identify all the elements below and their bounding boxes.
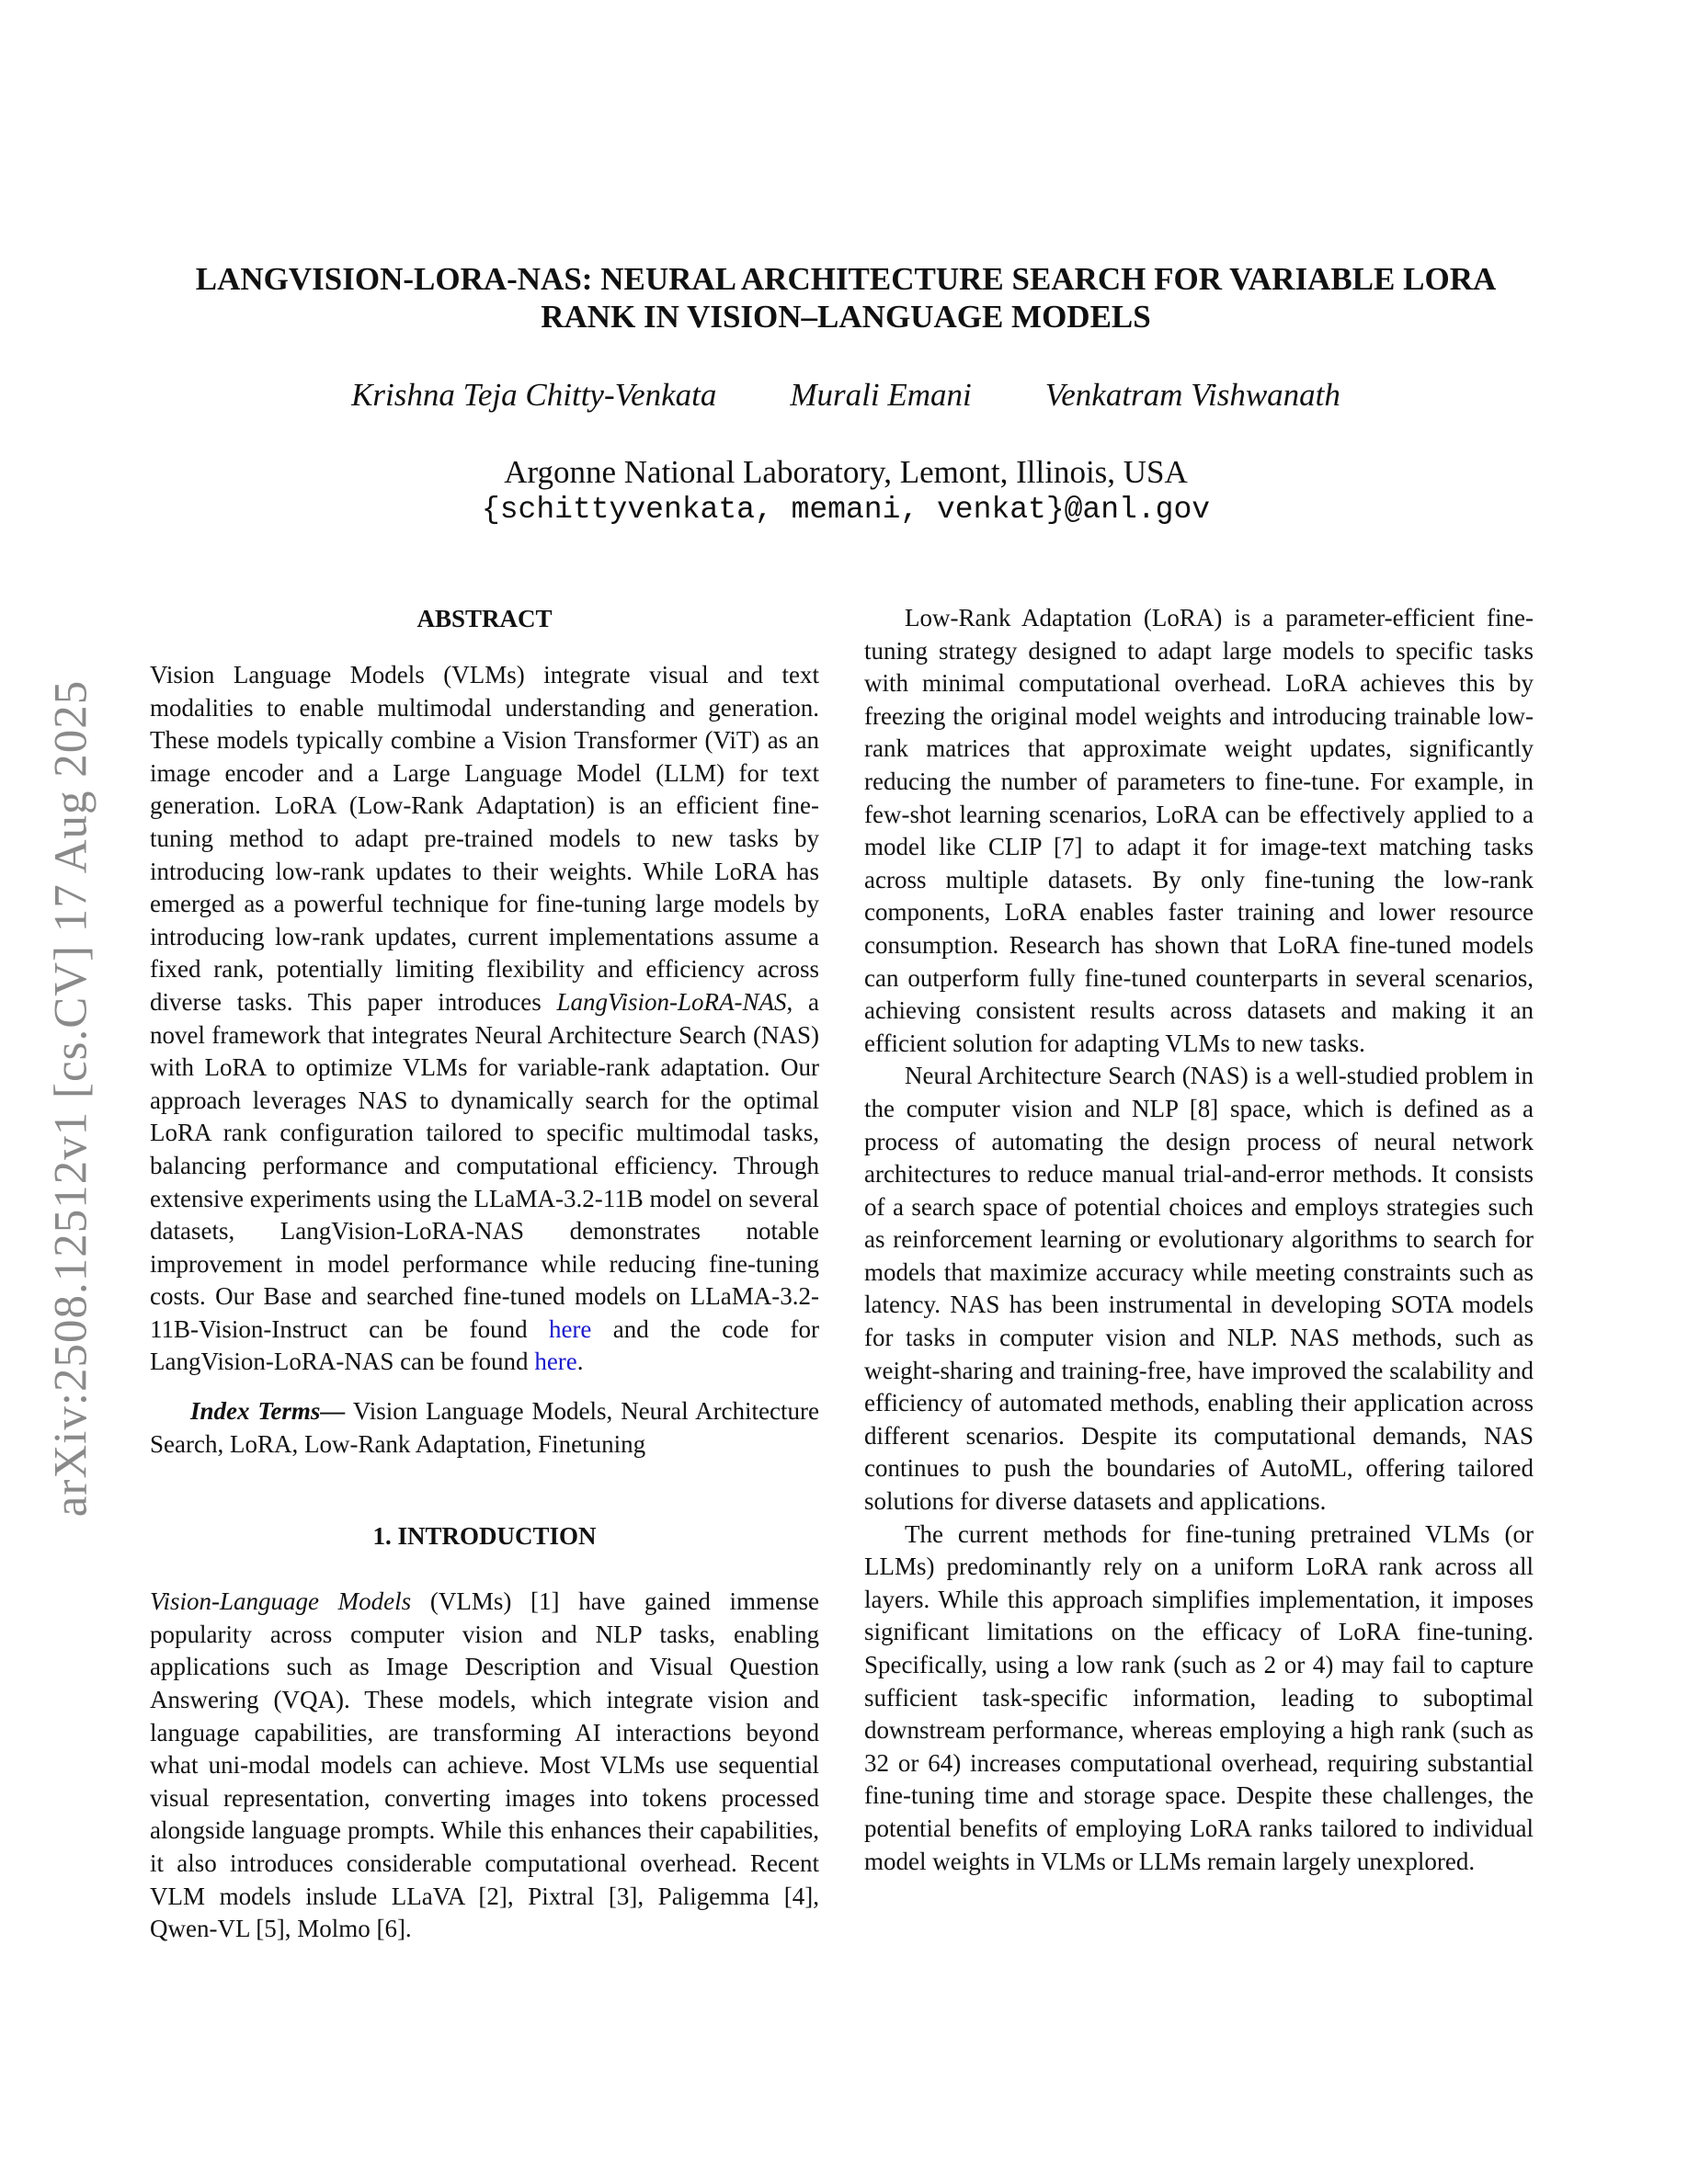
- arxiv-sidebar: [44, 597, 97, 1599]
- abstract-text: , a novel framework that integrates Neural Architecture Search (NAS) with LoRA to optimize VLMs for variable-rank adaptation. Our approach leverages NAS to dynamically search for the optimal LoRA rank configuration tailored to specific multimodal tasks, balancing performance and computational efficiency. Through extensive experiments using the LLaMA-3.2-11B model on several datasets, LangVision-LoRA-NAS demonstrates notable improvement in model performance while reducing fine-tuning costs. Our Base and searched fine-tuned models on LLaMA-3.2-11B-Vision-Instruct can be found: [150, 987, 819, 1343]
- intro-text: (VLMs) [1] have gained immense popularity across computer vision and NLP tasks, enabling applications such as Image Description and Visual Question Answering (VQA). These models, which integrate vision and language capabilities, are transforming AI interactions beyond what uni-modal models can achieve. Most VLMs use sequential visual representation, converting images into tokens processed alongside language prompts. While this enhances their capabilities, it also introduces considerable computational overhead. Recent VLM models inslude LLaVA [2], Pixtral [3], Paligemma [4], Qwen-VL [5], Molmo [6].: [150, 1587, 819, 1943]
- arxiv-identifier: arXiv:2508.12512v1 [cs.CV] 17 Aug 2025: [45, 679, 97, 1518]
- index-terms-text: Vision Language Models, Neural Architecture Search, LoRA, Low-Rank Adaptation, Finetuning: [150, 1397, 819, 1458]
- abstract-paragraph: [150, 659, 819, 1379]
- models-link[interactable]: here: [548, 1314, 592, 1343]
- vlm-term: Vision-Language Models: [150, 1587, 412, 1616]
- intro-paragraph-3: Neural Architecture Search (NAS) is a well-studied problem in the computer vision and NLP [8] space, which is defined as a process of automating the design process of neural network architectures to reduce manual trial-and-error methods. It consists of a search space of potential choices and employs strategies such as reinforcement learning or evolutionary algorithms to search for models that maximize accuracy while meeting constraints such as latency. NAS has been instrumental in developing SOTA models for tasks in computer vision and NLP. NAS methods, such as weight-sharing and training-free, have improved the scalability and efficiency of automated methods, enabling their application across different scenarios. Despite its computational demands, NAS continues to push the boundaries of AutoML, offering tailored solutions for diverse datasets and applications.: [864, 1062, 1534, 1516]
- intro-paragraph-1: [150, 1586, 819, 1946]
- author-name: Krishna Teja Chitty-Venkata: [351, 377, 717, 413]
- author-name: Venkatram Vishwanath: [1044, 377, 1340, 413]
- abstract-text: and the code for LangVision-LoRA-NAS can be found: [150, 1314, 819, 1376]
- author-emails: {schittyvenkata, memani, venkat}@anl.gov: [481, 493, 1211, 527]
- affiliation: Argonne National Laboratory, Lemont, Illinois, USA: [504, 454, 1188, 490]
- intro-paragraph-2: Low-Rank Adaptation (LoRA) is a parameter-efficient fine-tuning strategy designed to adapt large models to specific tasks with minimal computational overhead. LoRA achieves this by freezing the original model weights and introducing trainable low-rank matrices that approximate weight updates, significantly reducing the number of parameters to fine-tune. For example, in few-shot learning scenarios, LoRA can be effectively applied to a model like CLIP [7] to adapt it for image-text matching tasks across multiple datasets. By only fine-tuning the low-rank components, LoRA enables faster training and lower resource consumption. Research has shown that LoRA fine-tuned models can outperform fully fine-tuned counterparts in several scenarios, achieving consistent results across datasets and making it an efficient solution for adapting VLMs to new tasks.: [864, 604, 1534, 1057]
- abstract-text: Vision Language Models (VLMs) integrate visual and text modalities to enable multimodal understanding and generation. These models typically combine a Vision Transformer (ViT) as an image encoder and a Large Language Model (LLM) for text generation. LoRA (Low-Rank Adaptation) is an efficient fine-tuning method to adapt pre-trained models to new tasks by introducing low-rank updates to their weights. While LoRA has emerged as a powerful technique for fine-tuning large models by introducing low-rank updates, current implementations assume a fixed rank, potentially limiting flexibility and efficiency across diverse tasks. This paper introduces: [150, 661, 819, 1016]
- author-list: [156, 377, 1535, 414]
- author-name: Murali Emani: [790, 377, 972, 413]
- paper-title: LANGVISION-LORA-NAS: NEURAL ARCHITECTURE SEARCH FOR VARIABLE LORA RANK IN VISION–LANGUAGE MODELS: [195, 261, 1497, 335]
- right-column: [864, 602, 1534, 1878]
- abstract-heading: ABSTRACT: [416, 605, 553, 632]
- index-terms-label: Index Terms—: [190, 1397, 346, 1426]
- framework-name: LangVision-LoRA-NAS: [556, 987, 787, 1016]
- left-column: [150, 602, 819, 1946]
- index-terms: [150, 1395, 819, 1461]
- code-link[interactable]: here: [534, 1348, 577, 1376]
- section-heading-introduction: 1. INTRODUCTION: [372, 1522, 597, 1551]
- intro-paragraph-4: The current methods for fine-tuning pretrained VLMs (or LLMs) predominantly rely on a uniform LoRA rank across all layers. While this approach simplifies implementation, it imposes significant limitations on the efficacy of LoRA fine-tuning. Specifically, using a low rank (such as 2 or 4) may fail to capture sufficient task-specific information, leading to suboptimal downstream performance, whereas employing a high rank (such as 32 or 64) increases computational overhead, requiring substantial fine-tuning time and storage space. Despite these challenges, the potential benefits of employing LoRA ranks tailored to individual model weights in VLMs or LLMs remain largely unexplored.: [864, 1519, 1534, 1875]
- abstract-text: .: [576, 1348, 584, 1376]
